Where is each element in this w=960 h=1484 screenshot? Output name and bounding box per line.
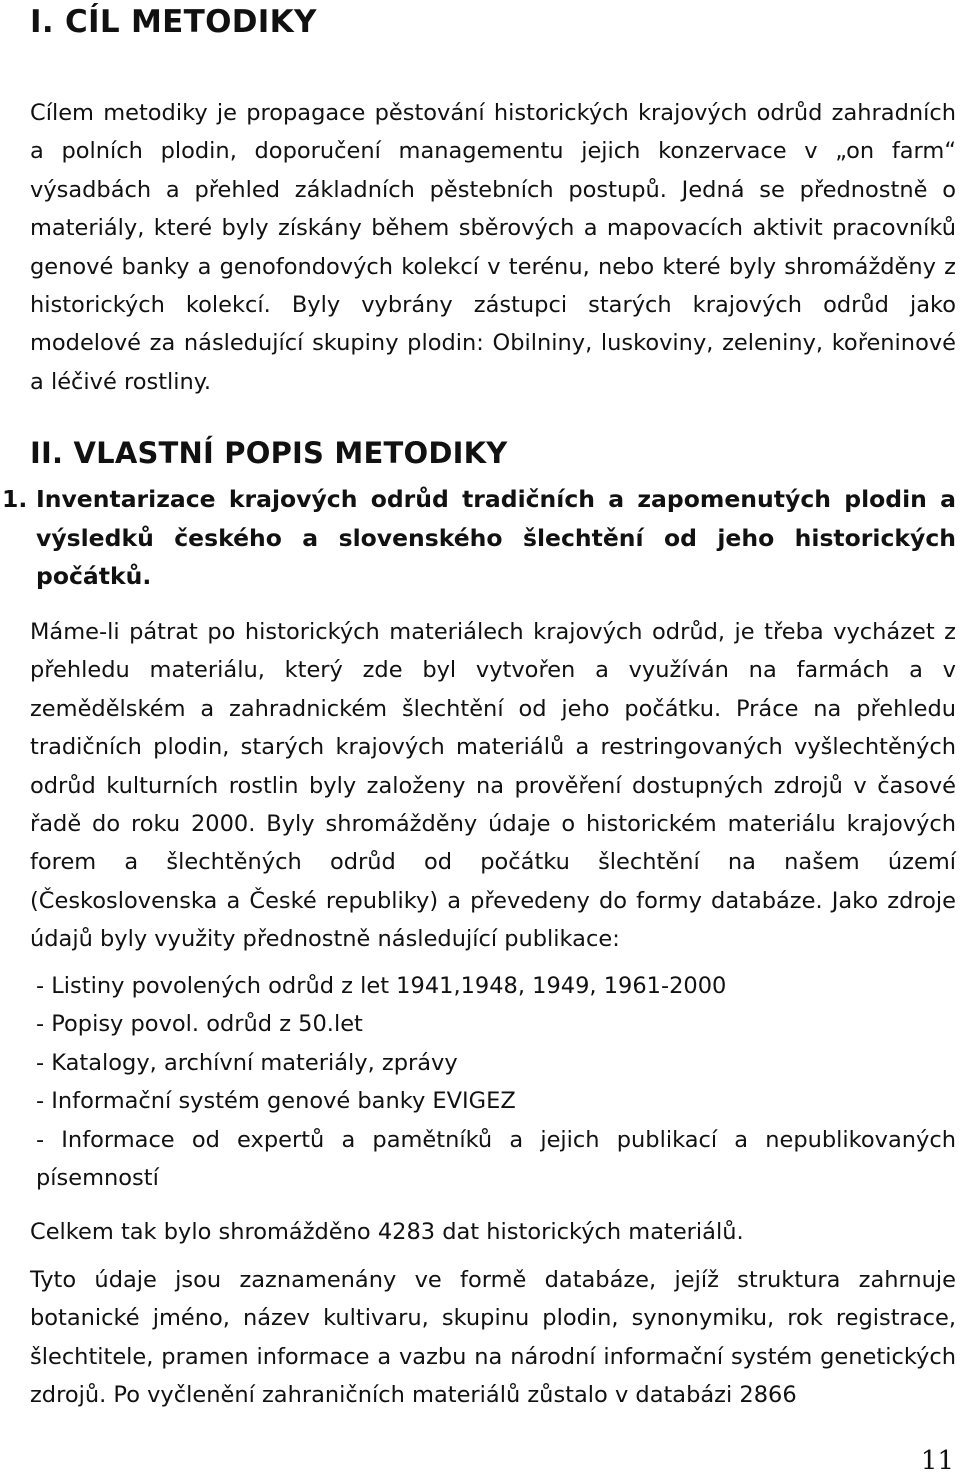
- section-heading-description: II. VLASTNÍ POPIS METODIKY: [30, 436, 508, 470]
- list-item: - Katalogy, archívní materiály, zprávy: [36, 1049, 458, 1076]
- subsection-number: 1.: [2, 485, 28, 513]
- page-number: 11: [920, 1446, 954, 1476]
- database-paragraph: Tyto údaje jsou zaznamenány ve formě databáze, jejíž struktura zahrnuje botanické jméno, název kultivaru, skupinu plodin, synonymiku, rok registrace, šlechtitele, pramen informace a vazbu na národní informační systém genetických zdrojů. Po vyčlenění zahraničních materiálů zůstalo v databázi 2866: [30, 1267, 956, 1409]
- list-item: - Listiny povolených odrůd z let 1941,1948, 1949, 1961-2000: [36, 973, 727, 999]
- list-item: - Informace od expertů a pamětníků a jejich publikací a nepublikovaných písemností: [36, 1126, 956, 1192]
- section-heading-goal: I. CÍL METODIKY: [30, 4, 317, 40]
- sources-list: [36, 967, 956, 1197]
- inventory-paragraph: Máme-li pátrat po historických materiálech krajových odrůd, je třeba vycházet z přehledu materiálu, který zde byl vytvořen a využíván na farmách a v zemědělském a zahradnickém šlechtění od jeho počátku. Práce na přehledu tradičních plodin, starých krajových materiálů a restringovaných vyšlechtěných odrůd kulturních rostlin byly založeny na prověření dostupných zdrojů v časové řadě do roku 2000. Byly shromážděny údaje o historickém materiálu krajových forem a šlechtěných odrůd od počátku šlechtění na našem území (Československa a České republiky) a převedeny do formy databáze. Jako zdroje údajů byly využity přednostně následující publikace:: [30, 619, 956, 953]
- subsection-title: Inventarizace krajových odrůd tradičních a zapomenutých plodin a výsledků českého a slovenského šlechtění od jeho historických počátků.: [36, 485, 956, 591]
- goal-paragraph: Cílem metodiky je propagace pěstování historických krajových odrůd zahradních a polních plodin, doporučení managementu jejich konzervace v „on farm“ výsadbách a přehled základních pěstebních postupů. Jedná se přednostně o materiály, které byly získány během sběrových a mapovacích aktivit pracovníků genové banky a genofondových kolekcí v terénu, nebo které byly shromážděny z historických kolekcí. Byly vybrány zástupci starých krajových odrůd jako modelové za následující skupiny plodin: Obilniny, luskoviny, zeleniny, kořeninové a léčivé rostliny.: [30, 100, 956, 395]
- list-item: - Informační systém genové banky EVIGEZ: [36, 1088, 516, 1115]
- subsection-heading: [2, 480, 956, 596]
- total-count-paragraph: Celkem tak bylo shromážděno 4283 dat historických materiálů.: [30, 1219, 744, 1245]
- list-item: - Popisy povol. odrůd z 50.let: [36, 1011, 363, 1038]
